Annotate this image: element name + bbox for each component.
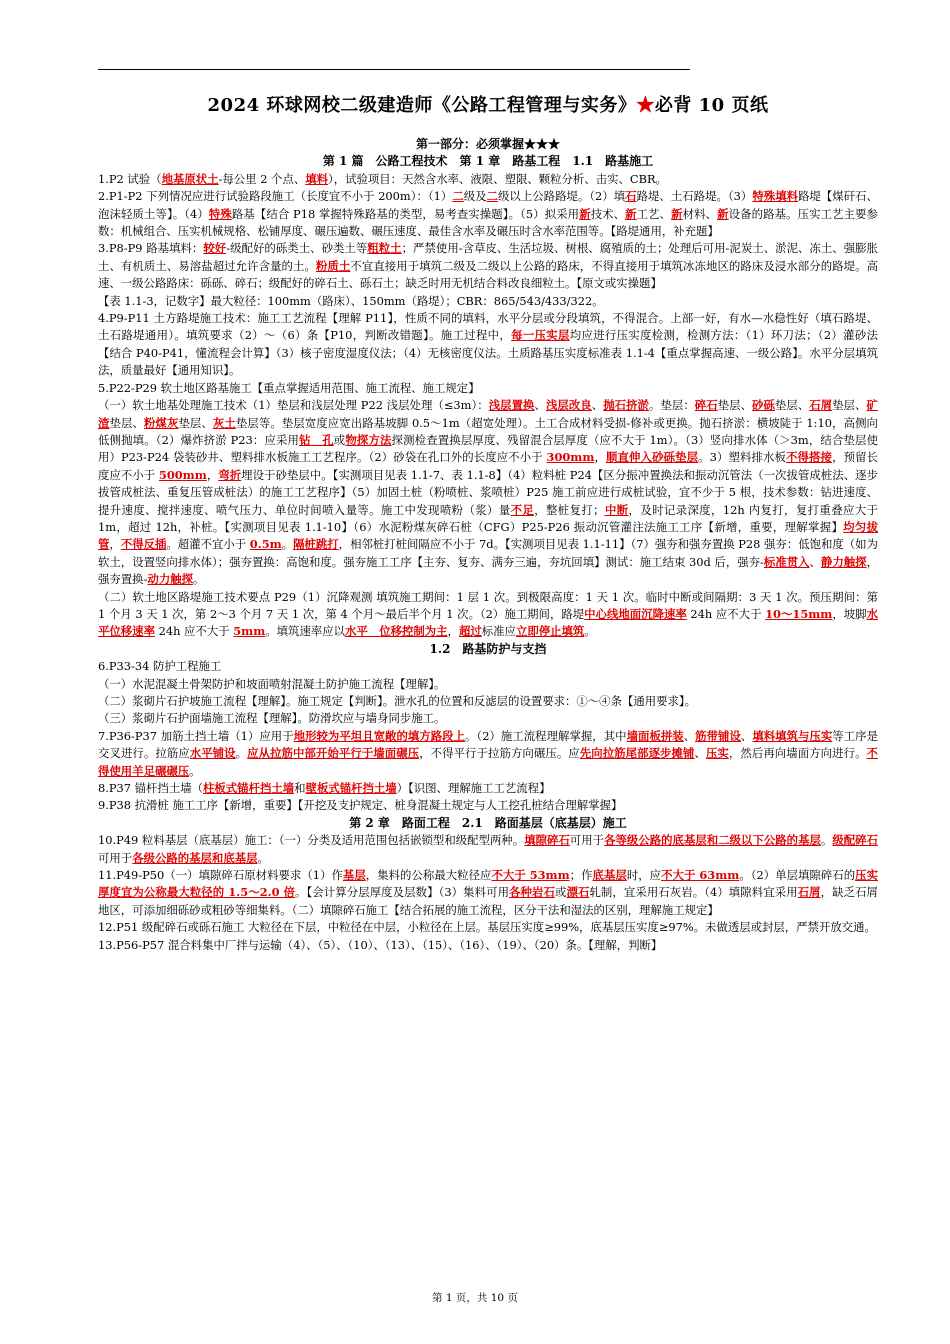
section-heading: 1.2 路基防护与支挡 bbox=[429, 641, 547, 656]
text-run: ；严禁使用-含草皮、生活垃圾、树根、腐殖质的土；处理后可用-泥炭土、淤泥、冻土、强膨胀土、有机质土、易溶盐超过允许含量的土。 bbox=[98, 241, 878, 273]
emphasis: 均匀拔管 bbox=[98, 519, 878, 552]
text-run: 路基【结合 P18 掌握特殊路基的类型，易考查实操题】。（5）拟采用 bbox=[231, 206, 580, 221]
text-run: 或 bbox=[333, 432, 346, 447]
text-run: （二）浆砌片石护坡施工流程【理解】。施工规定【判断】。泄水孔的位置和反滤层的设置要求：①～④条【通用要求】。 bbox=[98, 694, 696, 708]
emphasis: 特殊 bbox=[208, 206, 232, 221]
text-run: ， bbox=[109, 537, 121, 552]
text-run: 。3）塑料排水板 bbox=[698, 450, 787, 465]
emphasis: 墙面板拼装 bbox=[626, 728, 684, 743]
emphasis: 灰土 bbox=[212, 415, 236, 430]
star-icon: ★ bbox=[636, 95, 655, 116]
paragraph bbox=[98, 832, 878, 867]
text-run: 可用于 bbox=[569, 833, 605, 848]
text-run: 。 bbox=[189, 763, 201, 778]
text-run: 3.P8-P9 路基填料： bbox=[98, 241, 204, 256]
emphasis: 砂砾 bbox=[752, 398, 775, 413]
text-run: 2.P1-P2 下列情况应进行试验路段施工（长度宜不小于 200m）：（1） bbox=[98, 189, 453, 204]
paragraph-group-2 bbox=[98, 658, 878, 815]
text-run: 。垫层： bbox=[649, 398, 695, 413]
emphasis: 浅层置换 bbox=[488, 398, 535, 413]
emphasis: 5mm bbox=[233, 624, 266, 639]
text-run: 。 bbox=[235, 746, 248, 761]
text-run: （一）水泥混凝土骨架防护和坡面喷射混凝土防护施工流程【理解】。 bbox=[98, 676, 446, 691]
text-run: 垫层、 bbox=[774, 398, 810, 413]
emphasis: 矿渣 bbox=[98, 398, 878, 430]
text-run: 13.P56-P57 混合料集中厂拌与运输（4）、（5）、（10）、（13）、（15）、（16）、（19）、（20）条。【理解，判断】 bbox=[98, 937, 663, 952]
emphasis: 中心线地面沉降速率 bbox=[584, 606, 687, 621]
paragraph bbox=[98, 728, 878, 780]
emphasis: 底基层 bbox=[592, 868, 627, 883]
text-run: 【表 1.1-3，记数字】最大粒径：100mm（路床）、150mm（路堤）；CBR：865/543/433/322。 bbox=[98, 293, 604, 308]
text-run: 路堤、土石路堤。（3） bbox=[636, 189, 753, 204]
text-run: 。填筑速率应以 bbox=[265, 624, 346, 639]
text-run: ，坡脚 bbox=[832, 606, 867, 621]
text-run: 。超灌不宜小于 bbox=[166, 537, 250, 552]
text-run: 路堤【煤矸石、泡沫轻质土等】。（4） bbox=[98, 189, 878, 221]
paragraph bbox=[98, 188, 878, 240]
text-run: 垫层、 bbox=[178, 415, 213, 430]
text-run: 等工序是交叉进行。拉筋应 bbox=[98, 728, 878, 761]
emphasis: 粉质土 bbox=[315, 258, 351, 273]
emphasis: 不足 bbox=[510, 502, 535, 517]
emphasis: 级配碎石 bbox=[832, 833, 878, 848]
emphasis: 压实 bbox=[705, 746, 729, 761]
paragraph bbox=[98, 293, 878, 310]
text-run: 、 bbox=[694, 746, 706, 761]
emphasis: 柱板式锚杆挡土墙 bbox=[203, 781, 295, 796]
text-run: ，不得平行于拉筋方向碾压。应 bbox=[419, 746, 580, 761]
text-run: 标准应 bbox=[481, 624, 516, 639]
text-run: 、 bbox=[740, 728, 753, 743]
emphasis: 新 bbox=[625, 206, 637, 221]
text-run: ， bbox=[594, 450, 607, 465]
emphasis: 超过 bbox=[458, 624, 482, 639]
text-run: 垫层、 bbox=[109, 415, 144, 430]
emphasis: 顺直伸入砂砾垫层 bbox=[606, 450, 699, 465]
emphasis: 10～15mm bbox=[765, 606, 833, 621]
text-run: 级及 bbox=[463, 189, 487, 204]
paragraph bbox=[98, 919, 878, 936]
paragraph-group-1 bbox=[98, 171, 878, 641]
text-run: 垫层、 bbox=[832, 398, 867, 413]
text-run: 垫层等。垫层宽度应宽出路基坡脚 0.5～1m（超宽处理）。土工合成材料受损-修补或更换。抛石挤淤：横坡陡于 1:10，高侧向低侧抛填。（2）爆炸挤淤 P23：应采用 bbox=[98, 415, 878, 447]
part-heading: 第一部分：必须掌握★★★ bbox=[415, 137, 560, 151]
text-run: 24h 应不大于 bbox=[686, 606, 766, 621]
emphasis: 各种岩石 bbox=[509, 885, 555, 900]
text-run: 不宜直接用于填筑二级及二级以上公路的路床，不得直接用于填筑冰冻地区的路床及浸水部分的路堤。高速、一级公路路床：砾砾、碎石；级配好的碎石土、砾石土；缺乏时用无机结合料改良细粒土。【原文或实操题】 bbox=[98, 258, 878, 291]
paragraph bbox=[98, 710, 878, 727]
text-run: 、 bbox=[534, 398, 546, 413]
paragraph bbox=[98, 693, 878, 710]
paragraph bbox=[98, 589, 878, 641]
emphasis: 500mm bbox=[158, 467, 207, 482]
text-run: 。（2）单层填隙碎石的 bbox=[739, 868, 856, 883]
emphasis: 石屑 bbox=[797, 885, 821, 900]
text-run: ，预留长度应不小于 bbox=[98, 450, 878, 482]
text-run: ，及时记录深度，12h 内复打，复打重叠应大于 1m，超过 12h，补桩。【实测项目见表 1.1-10】（6）水泥粉煤灰碎石桩（CFG）P25-P26 振动沉管灌注法施工工序【新增，重要，理解掌握】 bbox=[98, 502, 878, 534]
text-run: ， bbox=[447, 624, 459, 639]
text-run: ，缺乏石屑地区，可添加细砾砂或粗砂等细集料。（二）填隙碎石施工【结合拓展的施工流程，区分干法和湿法的区别，理解施工规定】 bbox=[98, 885, 878, 917]
text-run: 12.P51 级配碎石或砾石施工 大粒径在下层，中粒径在中层，小粒径在上层。基层压实度≥99%，底基层压实度≥97%。未做透层或封层，严禁开放交通。 bbox=[98, 920, 876, 935]
emphasis: 水平位移速率 bbox=[98, 606, 878, 639]
text-run: ，整桩复打； bbox=[534, 502, 605, 517]
emphasis: 筋带铺设 bbox=[695, 728, 741, 743]
text-run: 或 bbox=[554, 885, 567, 900]
emphasis: 新 bbox=[579, 206, 591, 221]
emphasis: 新 bbox=[671, 206, 683, 221]
paragraph bbox=[98, 380, 878, 397]
text-run: （二）软土地区路堤施工技术要点 P29（1）沉降观测 填筑施工期间：1 层 1 次。到极限高度：1 天 1 次。临时中断或间隔期：3 天 1 次。预压期间：第 1 个月 3 天 1 次，第 2～3 个月 7 天 1 次，第 4 个月～最后半个月 1 次。（2）施工期间，路堤 bbox=[98, 589, 878, 621]
paragraph bbox=[98, 397, 878, 588]
emphasis: 不得使用羊足碾碾压 bbox=[98, 746, 878, 778]
text-run: 轧制，宜采用石灰岩。（4）填隙料宜采用 bbox=[589, 885, 798, 900]
emphasis: 0.5m bbox=[249, 537, 282, 552]
emphasis: 不大于 53mm bbox=[491, 868, 570, 883]
emphasis: 先向拉筋尾部逐步摊铺 bbox=[579, 746, 695, 761]
emphasis: 特殊填料 bbox=[752, 189, 799, 204]
paragraph bbox=[98, 240, 878, 292]
text-run: -每公里 2 个点、 bbox=[218, 171, 306, 186]
emphasis: 中断 bbox=[604, 502, 629, 517]
header-rule bbox=[98, 69, 690, 70]
emphasis: 粉煤灰 bbox=[143, 415, 179, 430]
emphasis: 地基原状土 bbox=[161, 171, 219, 186]
text-run: 8.P37 锚杆挡土墙（ bbox=[98, 781, 203, 796]
emphasis: 300mm bbox=[546, 450, 595, 465]
text-run: 材料、 bbox=[682, 206, 718, 221]
text-run: 5.P22-P29 软土地区路基施工【重点掌握适用范围、施工流程、施工规定】 bbox=[98, 380, 480, 395]
text-run: 1.P2 试验（ bbox=[98, 171, 162, 186]
emphasis: 新 bbox=[717, 206, 729, 221]
text-run: 9.P38 抗滑桩 施工工序【新增，重要】【开挖及支护规定、桩身混凝土规定与人工挖孔桩结合理解掌握】 bbox=[98, 798, 623, 813]
emphasis: 各等级公路的底基层和二级以下公路的基层 bbox=[604, 833, 821, 848]
text-run: 和 bbox=[294, 781, 306, 796]
document-body bbox=[98, 136, 878, 954]
text-run: ， bbox=[206, 467, 219, 482]
emphasis: 二 bbox=[486, 189, 498, 204]
text-run: 级以上公路路堤。（2）填 bbox=[498, 189, 626, 204]
emphasis: 漂石 bbox=[566, 885, 590, 900]
paragraph bbox=[98, 171, 878, 188]
text-run: 垫层、 bbox=[717, 398, 753, 413]
emphasis: 每一压实层 bbox=[511, 328, 570, 343]
emphasis: 压实厚度宜为公称最大粒径的 1.5～2.0 倍 bbox=[98, 868, 878, 900]
emphasis: 抛石挤淤 bbox=[603, 398, 649, 413]
emphasis: 水平 位移控制为主 bbox=[345, 624, 448, 639]
text-run: 6.P33-34 防护工程施工 bbox=[98, 659, 222, 674]
emphasis: 不得反插 bbox=[120, 537, 167, 552]
page-title: 2024 环球网校二级建造师《公路工程管理与实务》★必背 10 页纸 bbox=[207, 95, 769, 116]
emphasis: 碎石 bbox=[694, 398, 718, 413]
text-run: 4.P9-P11 土方路堤施工技术：施工工艺流程【理解 P11】，性质不同的填料，水平分层或分段填筑，不得混合。上部一好，有水—水稳性好（填石路堤、土石路堤通用）。填筑要求（2）～（6）条【P10，判断改错题】。施工过程中， bbox=[98, 311, 878, 343]
text-run: 时，应 bbox=[626, 868, 662, 883]
emphasis: 物探方法 bbox=[345, 432, 392, 447]
emphasis: 隔桩跳打 bbox=[293, 537, 339, 552]
text-run: ，集料的公称最大粒径应 bbox=[365, 868, 492, 883]
emphasis: 立即停止填筑 bbox=[515, 624, 585, 639]
emphasis: 填隙碎石 bbox=[524, 833, 570, 848]
text-run: 、 bbox=[683, 728, 696, 743]
text-run: 埋设于砂垫层中。【实测项目见表 1.1-7、表 1.1-8】（4）粒料桩 P24【区分振冲置换法和振动沉管法（一次拔管成桩法、逐步拔管成桩法、重复压管成桩法）的施工工艺程序】（5）加固土桩（粉喷桩、浆喷桩）P25 施工前应进行成桩试验，宜不少于 5 根，技术参数：钻进速度、提升速度、搅拌速度、喷气压力、单位时间喷入量等。施工中发现喷粉（浆）量 bbox=[98, 467, 878, 517]
text-run: 技术、 bbox=[590, 206, 626, 221]
text-run: 10.P49 粒料基层（底基层）施工：（一）分类及适用范围包括嵌锁型和级配型两种。 bbox=[98, 833, 525, 848]
text-run: 可用于 bbox=[98, 850, 133, 865]
text-run: 11.P49-P50（一）填隙碎石原材料要求（1）作 bbox=[98, 868, 343, 883]
emphasis: 填料填筑与压实 bbox=[752, 728, 833, 743]
text-run: 7.P36-P37 加筋土挡土墙（1）应用于 bbox=[98, 728, 294, 743]
text-run: -级配好的砾类土、砂类土等 bbox=[226, 241, 368, 256]
emphasis: 不得搭接 bbox=[786, 450, 833, 465]
text-run: 工艺、 bbox=[636, 206, 672, 221]
text-run: 。（2）施工流程理解掌握，其中 bbox=[465, 728, 627, 743]
emphasis: 浅层改良 bbox=[545, 398, 592, 413]
emphasis: 标准贯入 bbox=[763, 554, 810, 569]
emphasis: 粗粒土 bbox=[367, 241, 402, 256]
emphasis: 各级公路的基层和底基层 bbox=[132, 850, 258, 865]
chapter-heading: 第 1 篇 公路工程技术 第 1 章 路基工程 1.1 路基施工 bbox=[322, 154, 654, 169]
text-run: （一）软土地基处理施工技术（1）垫层和浅层处理 P22 浅层处理（≤3m）： bbox=[98, 398, 489, 413]
text-run: ，然后再向墙面方向进行。 bbox=[728, 746, 867, 761]
text-run: ）【识图、理解施工工艺流程】 bbox=[396, 781, 551, 796]
text-run: 均应进行压实度检测，检测方法：（1）环刀法；（2）灌砂法【结合 P40-P41，懂流程会计算】（3）核子密度湿度仪法；（4）无核密度仪法。土质路基压实度标准表 1.1-4【重点掌握高速、一级公路】。水平分层填筑法，质量最好【通用知识】。 bbox=[98, 328, 878, 378]
emphasis: 石 bbox=[625, 189, 637, 204]
text-run: ，强夯置换- bbox=[98, 554, 878, 587]
text-run: 设备的路基。压实工艺主要参数：机械组合、压实机械规格、松铺厚度、碾压遍数、碾压速度、最佳含水率及碾压时含水率范围等。【路堤通用，补充题】 bbox=[98, 206, 878, 239]
text-run: 探测检查置换层厚度、残留混合层厚度（应不大于 1m）。（3）竖向排水体（＞3m，结合垫层使用）P23-P24 袋装砂井、塑料排水板施工工艺程序。（2）砂袋在孔口外的长度应不小于 bbox=[98, 432, 878, 465]
paragraph bbox=[98, 867, 878, 919]
chapter-heading-2: 第 2 章 路面工程 2.1 路面基层（底基层）施工 bbox=[349, 815, 627, 830]
emphasis: 不大于 63mm bbox=[661, 868, 740, 883]
emphasis: 应从拉筋中部开始平行于墙面碾压 bbox=[247, 746, 420, 761]
page-footer: 第 1 页，共 10 页 bbox=[432, 1292, 518, 1304]
paragraph bbox=[98, 676, 878, 693]
paragraph bbox=[98, 937, 878, 954]
text-run: 。 bbox=[584, 624, 596, 639]
emphasis: 静力触探 bbox=[820, 554, 867, 569]
text-run: 、 bbox=[591, 398, 604, 413]
emphasis: 较好 bbox=[203, 241, 227, 256]
text-run: （三）浆砌片石护面墙施工流程【理解】。防滑坎应与墙身同步施工。 bbox=[98, 711, 446, 726]
text-run: ；作 bbox=[569, 868, 593, 883]
text-run: 。【会计算分层厚度及层数】（3）集料可用 bbox=[295, 885, 510, 900]
emphasis: 基层 bbox=[342, 868, 366, 883]
paragraph bbox=[98, 797, 878, 814]
emphasis: 石屑 bbox=[809, 398, 833, 413]
paragraph-group-3 bbox=[98, 832, 878, 954]
emphasis: 地形较为平坦且宽敞的填方路段上 bbox=[293, 728, 466, 743]
emphasis: 水平铺设 bbox=[189, 746, 236, 761]
paragraph bbox=[98, 780, 878, 797]
text-run: 。 bbox=[820, 833, 833, 848]
text-run: 。 bbox=[257, 850, 269, 865]
emphasis: 二 bbox=[452, 189, 464, 204]
emphasis: 钻 孔 bbox=[299, 432, 334, 447]
text-run: ，相邻桩打桩间隔应不小于 7d。【实测项目见表 1.1-11】（7）强夯和强夯置换 P28 强夯：低饱和度（如为软土，设置竖向排水体）；强夯置换：高饱和度。强夯施工工序【主夯、复夯、满夯三遍，夯坑回填】测试：施工结束 30d 后，强夯- bbox=[98, 537, 878, 569]
text-run: 。 bbox=[193, 572, 205, 587]
emphasis: 填料 bbox=[305, 171, 329, 186]
paragraph bbox=[98, 310, 878, 380]
text-run: 24h 应不大于 bbox=[154, 624, 234, 639]
text-run: 。 bbox=[281, 537, 294, 552]
text-run: 、 bbox=[809, 554, 821, 569]
emphasis: 弯折 bbox=[218, 467, 242, 482]
emphasis: 动力触探 bbox=[147, 572, 193, 587]
paragraph bbox=[98, 658, 878, 675]
emphasis: 壁板式锚杆挡土墙 bbox=[305, 781, 397, 796]
text-run: ），试验项目：天然含水率、液限、塑限、颗粒分析、击实、CBR。 bbox=[328, 171, 667, 186]
